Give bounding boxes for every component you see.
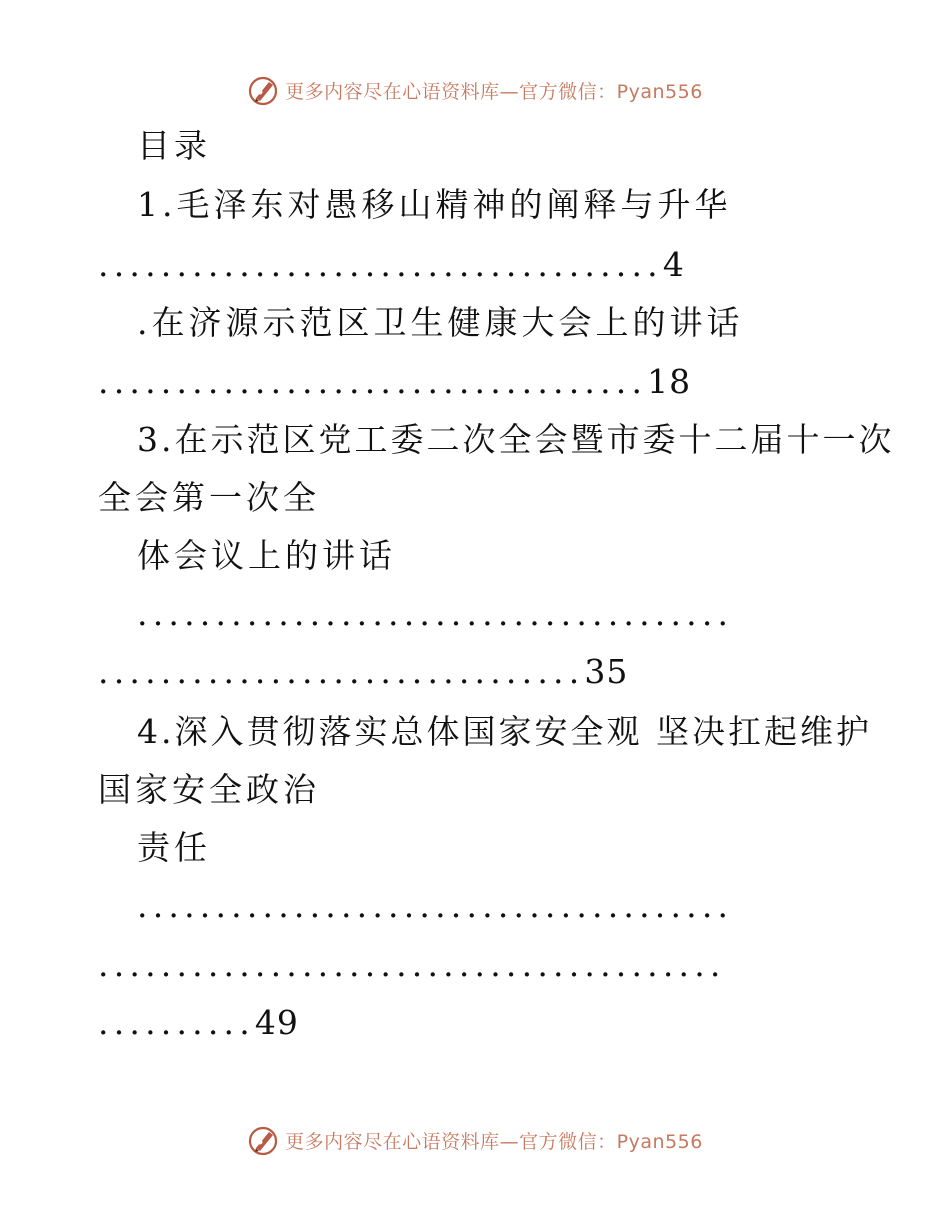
page-number: 49 bbox=[254, 1003, 299, 1042]
watermark-header bbox=[0, 70, 950, 110]
dot-leader: ............................... bbox=[98, 652, 585, 691]
toc-entry-4-leader-line3 bbox=[98, 1003, 299, 1043]
watermark-footer bbox=[0, 1120, 950, 1160]
toc-entry-1-leader bbox=[98, 245, 685, 285]
toc-entry-4-leader-line1: ...................................... bbox=[137, 886, 734, 925]
toc-entry-2-leader bbox=[98, 362, 691, 402]
toc-entry-4-title-line1[interactable]: 4.深入贯彻落实总体国家安全观 坚决扛起维护 bbox=[137, 712, 872, 751]
toc-entry-3-leader-line2 bbox=[98, 652, 628, 692]
toc-entry-3-title-line3[interactable]: 体会议上的讲话 bbox=[137, 536, 396, 575]
toc-entry-3-title-line2[interactable]: 全会第一次全 bbox=[98, 478, 320, 517]
pen-logo-icon bbox=[247, 74, 279, 106]
dot-leader: ................................... bbox=[98, 362, 648, 401]
toc-entry-4-title-line3[interactable]: 责任 bbox=[137, 828, 211, 867]
toc-entry-3-leader-line1: ...................................... bbox=[137, 594, 734, 633]
page-number: 4 bbox=[662, 245, 685, 284]
dot-leader: .................................... bbox=[98, 245, 663, 284]
watermark-text: 更多内容尽在心语资料库—官方微信：Pyan556 bbox=[285, 80, 703, 103]
toc-entry-2-title[interactable]: .在济源示范区卫生健康大会上的讲话 bbox=[137, 303, 744, 342]
page-number: 18 bbox=[647, 362, 692, 401]
page-number: 35 bbox=[584, 652, 629, 691]
toc-entry-1-title[interactable]: 1.毛泽东对愚移山精神的阐释与升华 bbox=[137, 185, 732, 224]
toc-entry-4-leader-line2: ........................................ bbox=[98, 945, 726, 984]
toc-entry-3-title-line1[interactable]: 3.在示范区党工委二次全会暨市委十二届十一次 bbox=[137, 420, 895, 459]
toc-entry-4-title-line2[interactable]: 国家安全政治 bbox=[98, 770, 320, 809]
toc-heading: 目录 bbox=[137, 126, 211, 165]
dot-leader: .......... bbox=[98, 1003, 255, 1042]
pen-logo-icon bbox=[247, 1124, 279, 1156]
watermark-text: 更多内容尽在心语资料库—官方微信：Pyan556 bbox=[285, 1130, 703, 1153]
